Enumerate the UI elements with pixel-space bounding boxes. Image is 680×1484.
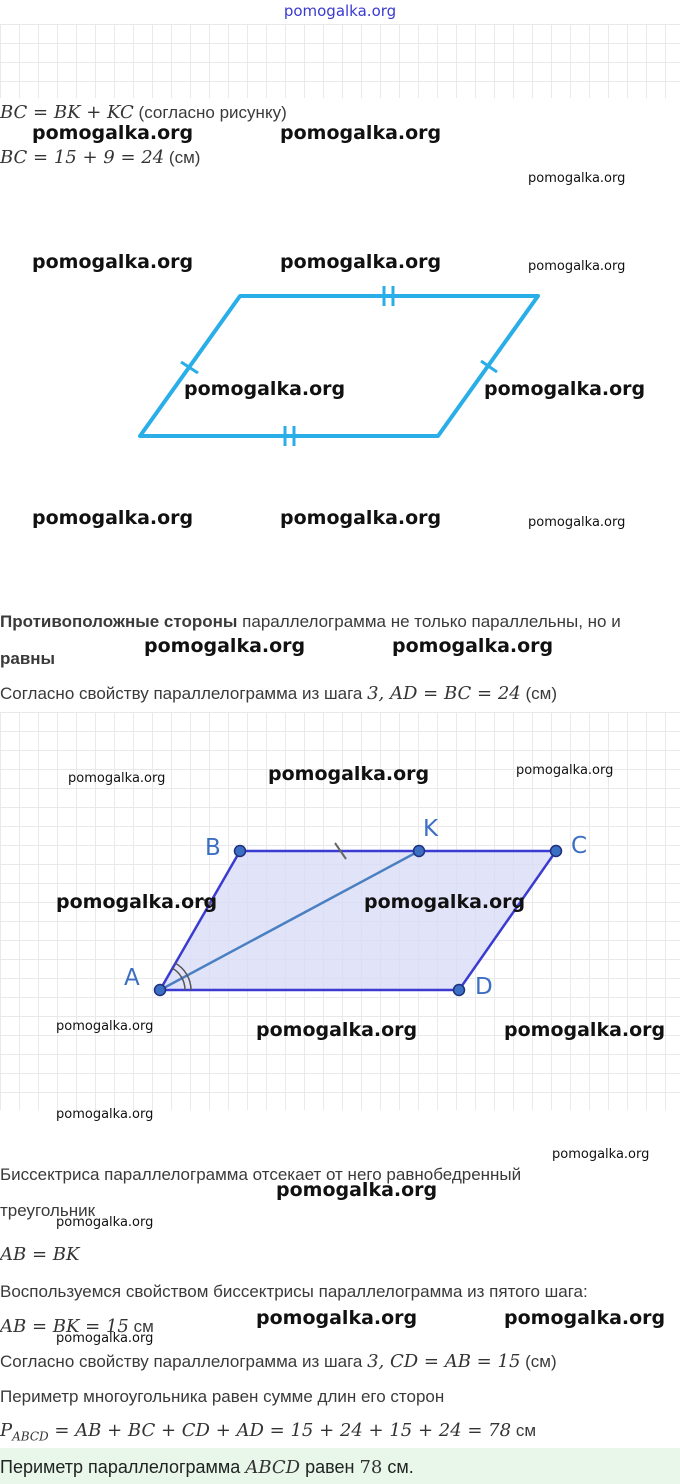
text-by-figure: (согласно рисунку)	[138, 103, 287, 122]
line-use-property: Воспользуемся свойством биссектрисы параллелограмма из пятого шага:	[0, 1282, 588, 1301]
watermark: pomogalka.org	[32, 251, 194, 273]
figure-parallelogram-ticks	[0, 270, 680, 460]
point-k	[414, 846, 425, 857]
line-cd-ab	[0, 1351, 557, 1373]
parallelogram-outline	[140, 296, 538, 436]
label-k: K	[423, 816, 439, 842]
bold-opposite-sides: Противоположные стороны	[0, 612, 238, 631]
line-bisector: Биссектриса параллелограмма отсекает от него равнобедренный	[0, 1165, 522, 1184]
label-b: B	[205, 835, 221, 861]
watermark: pomogalka.org	[528, 171, 626, 186]
label-c: C	[571, 833, 588, 859]
watermark: pomogalka.org	[280, 122, 442, 144]
line-equal: равны	[0, 649, 56, 668]
math-bc-sum: BC = BK + KC	[0, 102, 134, 123]
line-perimeter-calc	[0, 1420, 536, 1448]
math-perimeter-sum: = AB + BC + CD + AD = 15 + 24 + 15 + 24 = 78	[48, 1420, 512, 1441]
watermark: pomogalka.org	[56, 1019, 154, 1034]
watermark: pomogalka.org	[504, 1019, 666, 1041]
math-ab-bk: AB = BK	[0, 1244, 80, 1265]
unit-cm-3: см	[133, 1317, 154, 1336]
math-bc-value: BC = 15 + 9 = 24	[0, 147, 165, 168]
line-bc-value	[0, 147, 200, 169]
point-b	[235, 846, 246, 857]
watermark: pomogalka.org	[516, 763, 614, 778]
watermark: pomogalka.org	[484, 378, 646, 400]
watermark: pomogalka.org	[364, 891, 526, 913]
watermark: pomogalka.org	[32, 122, 194, 144]
abcd-fill	[160, 851, 556, 990]
line-bc-sum	[0, 102, 287, 124]
line-ab-bk	[0, 1244, 79, 1266]
watermark: pomogalka.org	[280, 507, 442, 529]
watermark: pomogalka.org	[528, 515, 626, 530]
text-property-step3: Согласно свойству параллелограмма из шага	[0, 684, 363, 703]
math-p: P	[0, 1420, 13, 1441]
watermark: pomogalka.org	[392, 635, 554, 657]
math-ad-bc: 3, AD = BC = 24	[367, 683, 521, 704]
watermark: pomogalka.org	[504, 1307, 666, 1329]
point-c	[551, 846, 562, 857]
text-answer-a: Периметр параллелограмма	[0, 1457, 241, 1477]
label-a: A	[124, 965, 140, 991]
watermark: pomogalka.org	[56, 1215, 154, 1230]
unit-cm-4: (см)	[525, 1352, 557, 1371]
watermark: pomogalka.org	[144, 635, 306, 657]
text-property-step3-b: Согласно свойству параллелограмма из шага	[0, 1352, 363, 1371]
line-perimeter-def: Периметр многоугольника равен сумме длин его сторон	[0, 1387, 445, 1406]
point-d	[454, 985, 465, 996]
grid-strip-top	[0, 24, 680, 98]
unit-cm-5: см	[515, 1421, 537, 1440]
text-parallel: параллелограмма не только параллельны, но и	[242, 612, 621, 631]
point-a	[155, 985, 166, 996]
math-cd-ab: 3, CD = AB = 15	[367, 1351, 521, 1372]
label-d: D	[475, 974, 493, 1000]
text-answer-unit: см.	[387, 1457, 414, 1477]
watermark: pomogalka.org	[276, 1179, 438, 1201]
answer-value: 78	[359, 1457, 383, 1478]
unit-cm-2: (см)	[525, 684, 557, 703]
math-p-sub: ABCD	[12, 1429, 49, 1444]
math-ab-bk-15: AB = BK = 15	[0, 1316, 129, 1337]
line-opposite-sides	[0, 611, 621, 633]
unit-cm: (см)	[168, 148, 201, 167]
watermark: pomogalka.org	[256, 1307, 418, 1329]
line-triangle: треугольник	[0, 1201, 96, 1220]
watermark: pomogalka.org	[552, 1147, 650, 1162]
watermark: pomogalka.org	[68, 771, 166, 786]
watermark: pomogalka.org	[56, 891, 218, 913]
line-ad-bc	[0, 683, 557, 705]
math-abcd: ABCD	[245, 1457, 301, 1478]
watermark: pomogalka.org	[56, 1107, 154, 1122]
math-perimeter	[0, 1420, 512, 1444]
watermark: pomogalka.org	[256, 1019, 418, 1041]
header-watermark: pomogalka.org	[283, 2, 397, 20]
watermark: pomogalka.org	[280, 251, 442, 273]
watermark: pomogalka.org	[32, 507, 194, 529]
watermark: pomogalka.org	[56, 1331, 154, 1346]
line-answer	[0, 1456, 414, 1479]
text-answer-b: равен	[305, 1457, 355, 1477]
watermark: pomogalka.org	[184, 378, 346, 400]
watermark: pomogalka.org	[268, 763, 430, 785]
watermark: pomogalka.org	[528, 259, 626, 274]
